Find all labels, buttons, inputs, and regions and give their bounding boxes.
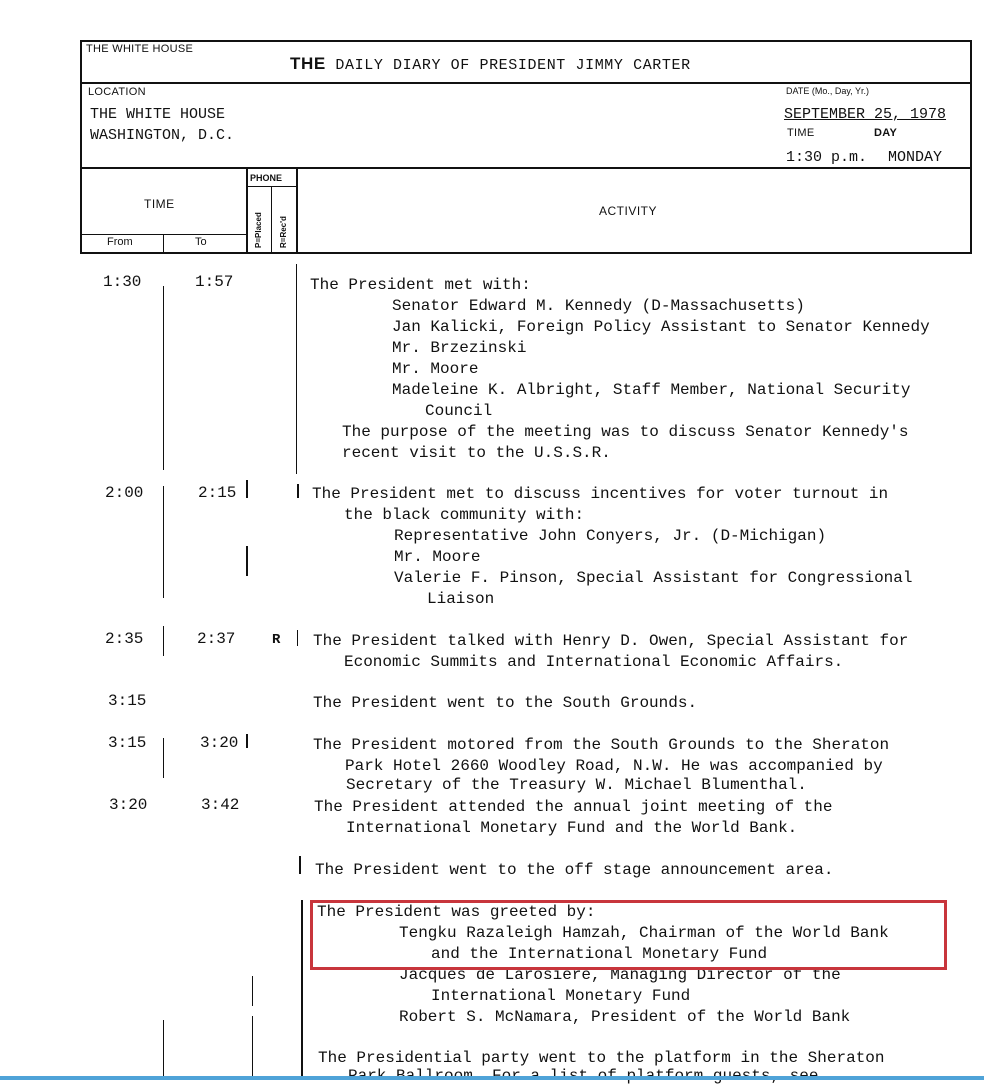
from-to-divider-1: [163, 286, 164, 470]
to-column-label: To: [195, 236, 207, 248]
from-to-divider-3: [163, 626, 164, 656]
day-value: MONDAY: [888, 149, 943, 166]
title-prefix: THE: [290, 54, 326, 73]
header-bottom-rule: [80, 167, 972, 169]
entry-1-line-4: Mr. Brzezinski: [392, 339, 527, 357]
time-phone-divider-5: [252, 1016, 253, 1076]
from-column-label: From: [107, 236, 133, 248]
entry-3-line-1: The President talked with Henry D. Owen, Special Assistant for: [313, 632, 909, 650]
entry-3-from: 2:35: [105, 630, 144, 648]
header-top-rule: [80, 40, 972, 42]
entry-1-line-2: Senator Edward M. Kennedy (D-Massachusetts): [392, 297, 805, 315]
day-label: DAY: [874, 127, 898, 139]
phone-column-label: PHONE: [250, 173, 283, 183]
entry-2-line-5: Valerie F. Pinson, Special Assistant for Congressional: [394, 569, 913, 587]
phone-activity-divider-head: [296, 169, 298, 252]
entry-5-line-1: The President motored from the South Grounds to the Sheraton: [313, 736, 890, 754]
entry-1-line-5: Mr. Moore: [392, 360, 479, 378]
from-to-divider-5: [163, 1020, 164, 1076]
entry-1-line-3-clip: [392, 316, 970, 338]
entry-1-from: 1:30: [103, 273, 142, 291]
location-line-2: WASHINGTON, D.C.: [90, 127, 235, 144]
entry-4-line-1: The President went to the South Grounds.: [313, 694, 698, 712]
entry-5-to: 3:20: [200, 734, 239, 752]
phone-activity-divider-2: [297, 484, 299, 498]
date-label: DATE (Mo., Day, Yr.): [786, 86, 870, 96]
diary-title: [290, 54, 691, 74]
entry-3-to: 2:37: [197, 630, 236, 648]
entry-1-line-1: The President met with:: [310, 276, 531, 294]
entry-6-line-11-clip: [340, 1068, 960, 1076]
entry-1-line-9: recent visit to the U.S.S.R.: [342, 444, 611, 462]
column-header-bottom-rule: [80, 252, 972, 254]
entry-2-line-4: Mr. Moore: [394, 548, 481, 566]
phone-activity-divider-4: [299, 856, 301, 874]
highlight-box: [310, 900, 947, 970]
entry-6-line-7: Jacques de Larosiere, Managing Director of the: [399, 966, 841, 984]
entry-6-line-9: Robert S. McNamara, President of the World Bank: [399, 1008, 851, 1026]
header-left-border: [80, 40, 82, 252]
time-column-label: TIME: [144, 197, 175, 211]
entry-1-to: 1:57: [195, 273, 234, 291]
entry-6-to: 3:42: [201, 796, 240, 814]
entry-2-line-6: Liaison: [427, 590, 495, 608]
activity-column-label: ACTIVITY: [599, 204, 658, 218]
time-phone-divider-3: [246, 734, 248, 748]
title-daily: DAILY: [335, 57, 384, 74]
office-label: THE WHITE HOUSE: [86, 43, 194, 55]
entry-2-line-2: the black community with:: [344, 506, 585, 524]
entry-6-line-8: International Monetary Fund: [431, 987, 691, 1005]
entry-6-from: 3:20: [109, 796, 148, 814]
entry-6-line-5: Tengku Razaleigh Hamzah, Chairman of the World Bank: [399, 924, 889, 942]
placed-received-divider-head: [271, 186, 272, 252]
entry-6-line-3: The President went to the off stage announcement area.: [315, 861, 834, 879]
phone-activity-divider-5: [301, 900, 303, 1076]
phone-activity-divider-3: [297, 630, 298, 646]
entry-6-line-1: The President attended the annual joint meeting of the: [314, 798, 833, 816]
from-to-divider-4: [163, 738, 164, 778]
entry-1-line-3: Jan Kalicki, Foreign Policy Assistant to Senator Kennedy: [392, 318, 930, 336]
entry-5-line-3: Secretary of the Treasury W. Michael Blumenthal.: [346, 776, 807, 794]
time-phone-divider-head: [246, 169, 248, 252]
entry-4-from: 3:15: [108, 692, 147, 710]
title-president: PRESIDENT JIMMY CARTER: [479, 57, 691, 74]
entry-2-line-3: Representative John Conyers, Jr. (D-Michigan): [394, 527, 827, 545]
entry-5-from: 3:15: [108, 734, 147, 752]
entry-6-line-10: The Presidential party went to the platform in the Sheraton: [318, 1049, 885, 1067]
entry-2-to: 2:15: [198, 484, 237, 502]
entry-1-line-6: Madeleine K. Albright, Staff Member, National Security: [392, 381, 911, 399]
entry-2-from: 2:00: [105, 484, 144, 502]
from-to-divider-head: [163, 234, 164, 252]
location-label: LOCATION: [88, 86, 146, 98]
header-title-rule: [80, 82, 972, 84]
phone-activity-divider-1: [296, 264, 297, 474]
time-subheader-rule: [82, 234, 246, 235]
entry-5-line-2: Park Hotel 2660 Woodley Road, N.W. He was accompanied by: [345, 757, 883, 775]
entry-2-line-1: The President met to discuss incentives for voter turnout in: [312, 485, 889, 503]
date-clip: [784, 104, 970, 126]
title-of: OF: [450, 57, 470, 74]
entry-6-line-6: and the International Monetary Fund: [431, 945, 768, 963]
viewer-bottom-edge: [0, 1076, 984, 1080]
entry-3-phone: R: [272, 632, 281, 648]
entry-1-line-8: The purpose of the meeting was to discuss Senator Kennedy's: [342, 423, 909, 441]
time-phone-divider-2: [246, 546, 248, 576]
time-phone-divider-4: [252, 976, 253, 1006]
entry-6-line-4: The President was greeted by:: [317, 903, 596, 921]
time-value: 1:30 p.m.: [786, 149, 868, 166]
received-label: R=Rec'd: [279, 216, 288, 248]
title-diary: DIARY: [393, 57, 442, 74]
header-right-border: [970, 40, 972, 252]
entry-1-line-7: Council: [425, 402, 493, 420]
entry-3-line-2: Economic Summits and International Economic Affairs.: [344, 653, 844, 671]
placed-label: P=Placed: [254, 212, 263, 248]
date-value: SEPTEMBER 25, 1978: [784, 106, 947, 123]
from-to-divider-2: [163, 486, 164, 598]
location-line-1: THE WHITE HOUSE: [90, 106, 226, 123]
time-phone-divider-1: [246, 480, 248, 498]
time-label: TIME: [787, 127, 815, 139]
entry-6-line-2: International Monetary Fund and the World Bank.: [346, 819, 798, 837]
